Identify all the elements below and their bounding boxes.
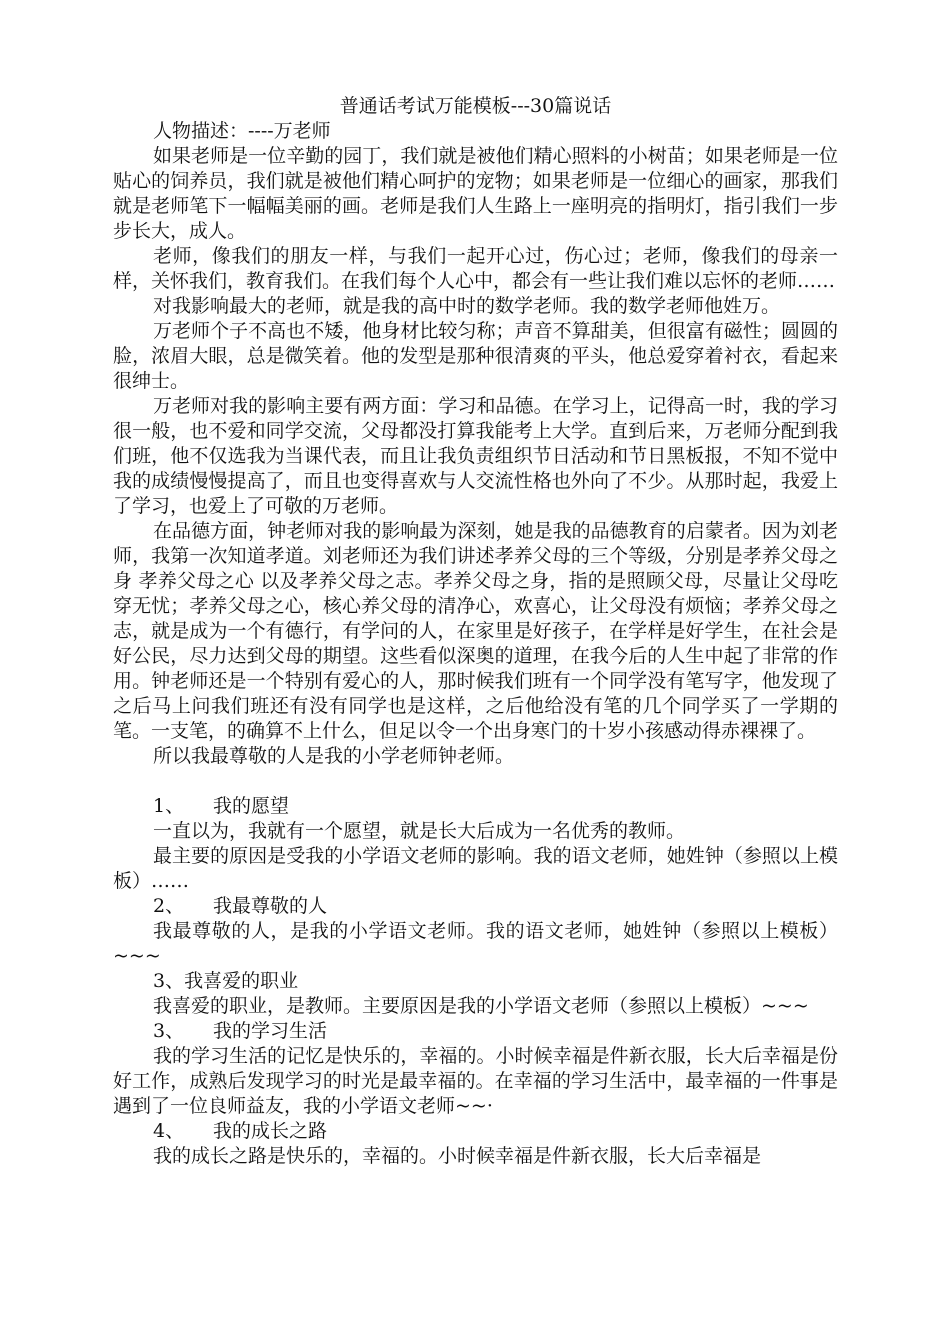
- paragraph: 万老师对我的影响主要有两方面：学习和品德。在学习上，记得高一时，我的学习很一般，也不爱和同学交流，父母都没打算我能考上大学。直到后来，万老师分配到我们班，他不仅选我为当课代表，而且让我负责组织节日活动和节日黑板报，不知不觉中我的成绩慢慢提高了，而且也变得喜欢与人交流性格也外向了不少。从那时起，我爱上了学习，也爱上了可敬的万老师。: [113, 395, 838, 517]
- paragraph: 对我影响最大的老师，就是我的高中时的数学老师。我的数学老师他姓万。: [153, 295, 781, 317]
- document-page: [113, 94, 838, 1169]
- topic-title: 3、我喜爱的职业: [153, 970, 299, 992]
- document-title: 普通话考试万能模板---30篇说话: [339, 95, 612, 117]
- paragraph: 老师，像我们的朋友一样，与我们一起开心过，伤心过；老师，像我们的母亲一样，关怀我们，教育我们。在我们每个人心中，都会有一些让我们难以忘怀的老师……: [113, 245, 838, 292]
- paragraph: 万老师个子不高也不矮，他身材比较匀称；声音不算甜美，但很富有磁性；圆圆的脸，浓眉大眼，总是微笑着。他的发型是那种很清爽的平头，他总爱穿着衬衣，看起来很绅士。: [113, 320, 838, 392]
- topic-heading: [113, 1019, 838, 1044]
- topic-title: 我的成长之路: [213, 1120, 328, 1142]
- topic-title: 我的学习生活: [213, 1020, 328, 1042]
- topic-heading: [113, 969, 838, 994]
- topic-number: 3、: [153, 1020, 185, 1042]
- topic-heading: [113, 794, 838, 819]
- topic-number: 1、: [153, 795, 185, 817]
- topic-number: 2、: [153, 895, 185, 917]
- paragraph: 一直以为，我就有一个愿望，就是长大后成为一名优秀的教师。: [153, 820, 686, 842]
- paragraph: 最主要的原因是受我的小学语文老师的影响。我的语文老师，她姓钟（参照以上模板）……: [113, 845, 838, 892]
- topic-number: 4、: [153, 1120, 185, 1142]
- topic-title: 我的愿望: [213, 795, 290, 817]
- paragraph: 我最尊敬的人，是我的小学语文老师。我的语文老师，她姓钟（参照以上模板）~~~: [113, 920, 838, 967]
- paragraph: 我喜爱的职业，是教师。主要原因是我的小学语文老师（参照以上模板）~~~: [153, 995, 809, 1017]
- paragraph: 所以我最尊敬的人是我的小学老师钟老师。: [153, 745, 515, 767]
- paragraph: 我的学习生活的记忆是快乐的，幸福的。小时候幸福是件新衣服，长大后幸福是份好工作，成熟后发现学习的时光是最幸福的。在幸福的学习生活中，最幸福的一件事是遇到了一位良师益友，我的小学语文老师~~·: [113, 1045, 838, 1117]
- paragraph: 如果老师是一位辛勤的园丁，我们就是被他们精心照料的小树苗；如果老师是一位贴心的饲养员，我们就是被他们精心呵护的宠物；如果老师是一位细心的画家，那我们就是老师笔下一幅幅美丽的画。老师是我们人生路上一座明亮的指明灯，指引我们一步步长大，成人。: [113, 145, 838, 242]
- blank-line: [113, 769, 838, 794]
- paragraph: 我的成长之路是快乐的，幸福的。小时候幸福是件新衣服，长大后幸福是: [153, 1145, 762, 1167]
- paragraph: 在品德方面，钟老师对我的影响最为深刻，她是我的品德教育的启蒙者。因为刘老师，我第一次知道孝道。刘老师还为我们讲述孝养父母的三个等级，分别是孝养父母之身 孝养父母之心 以及孝养父母之志。孝养父母之身，指的是照顾父母，尽量让父母吃穿无忧；孝养父母之心，核心养父母的清净心，欢喜心，让父母没有烦恼；孝养父母之志，就是成为一个有德行，有学问的人，在家里是好孩子，在学样是好学生，在社会是好公民，尽力达到父母的期望。这些看似深奥的道理，在我今后的人生中起了非常的作用。钟老师还是一个特别有爱心的人，那时候我们班有一个同学没有笔写字，他发现了之后马上问我们班还有没有同学也是这样，之后他给没有笔的几个同学买了一学期的笔。一支笔，的确算不上什么，但足以令一个出身寒门的十岁小孩感动得赤裸裸了。: [113, 520, 838, 742]
- topic-heading: [113, 1119, 838, 1144]
- topic-title: 我最尊敬的人: [213, 895, 328, 917]
- section-label: 人物描述：----万老师: [153, 120, 331, 142]
- topic-heading: [113, 894, 838, 919]
